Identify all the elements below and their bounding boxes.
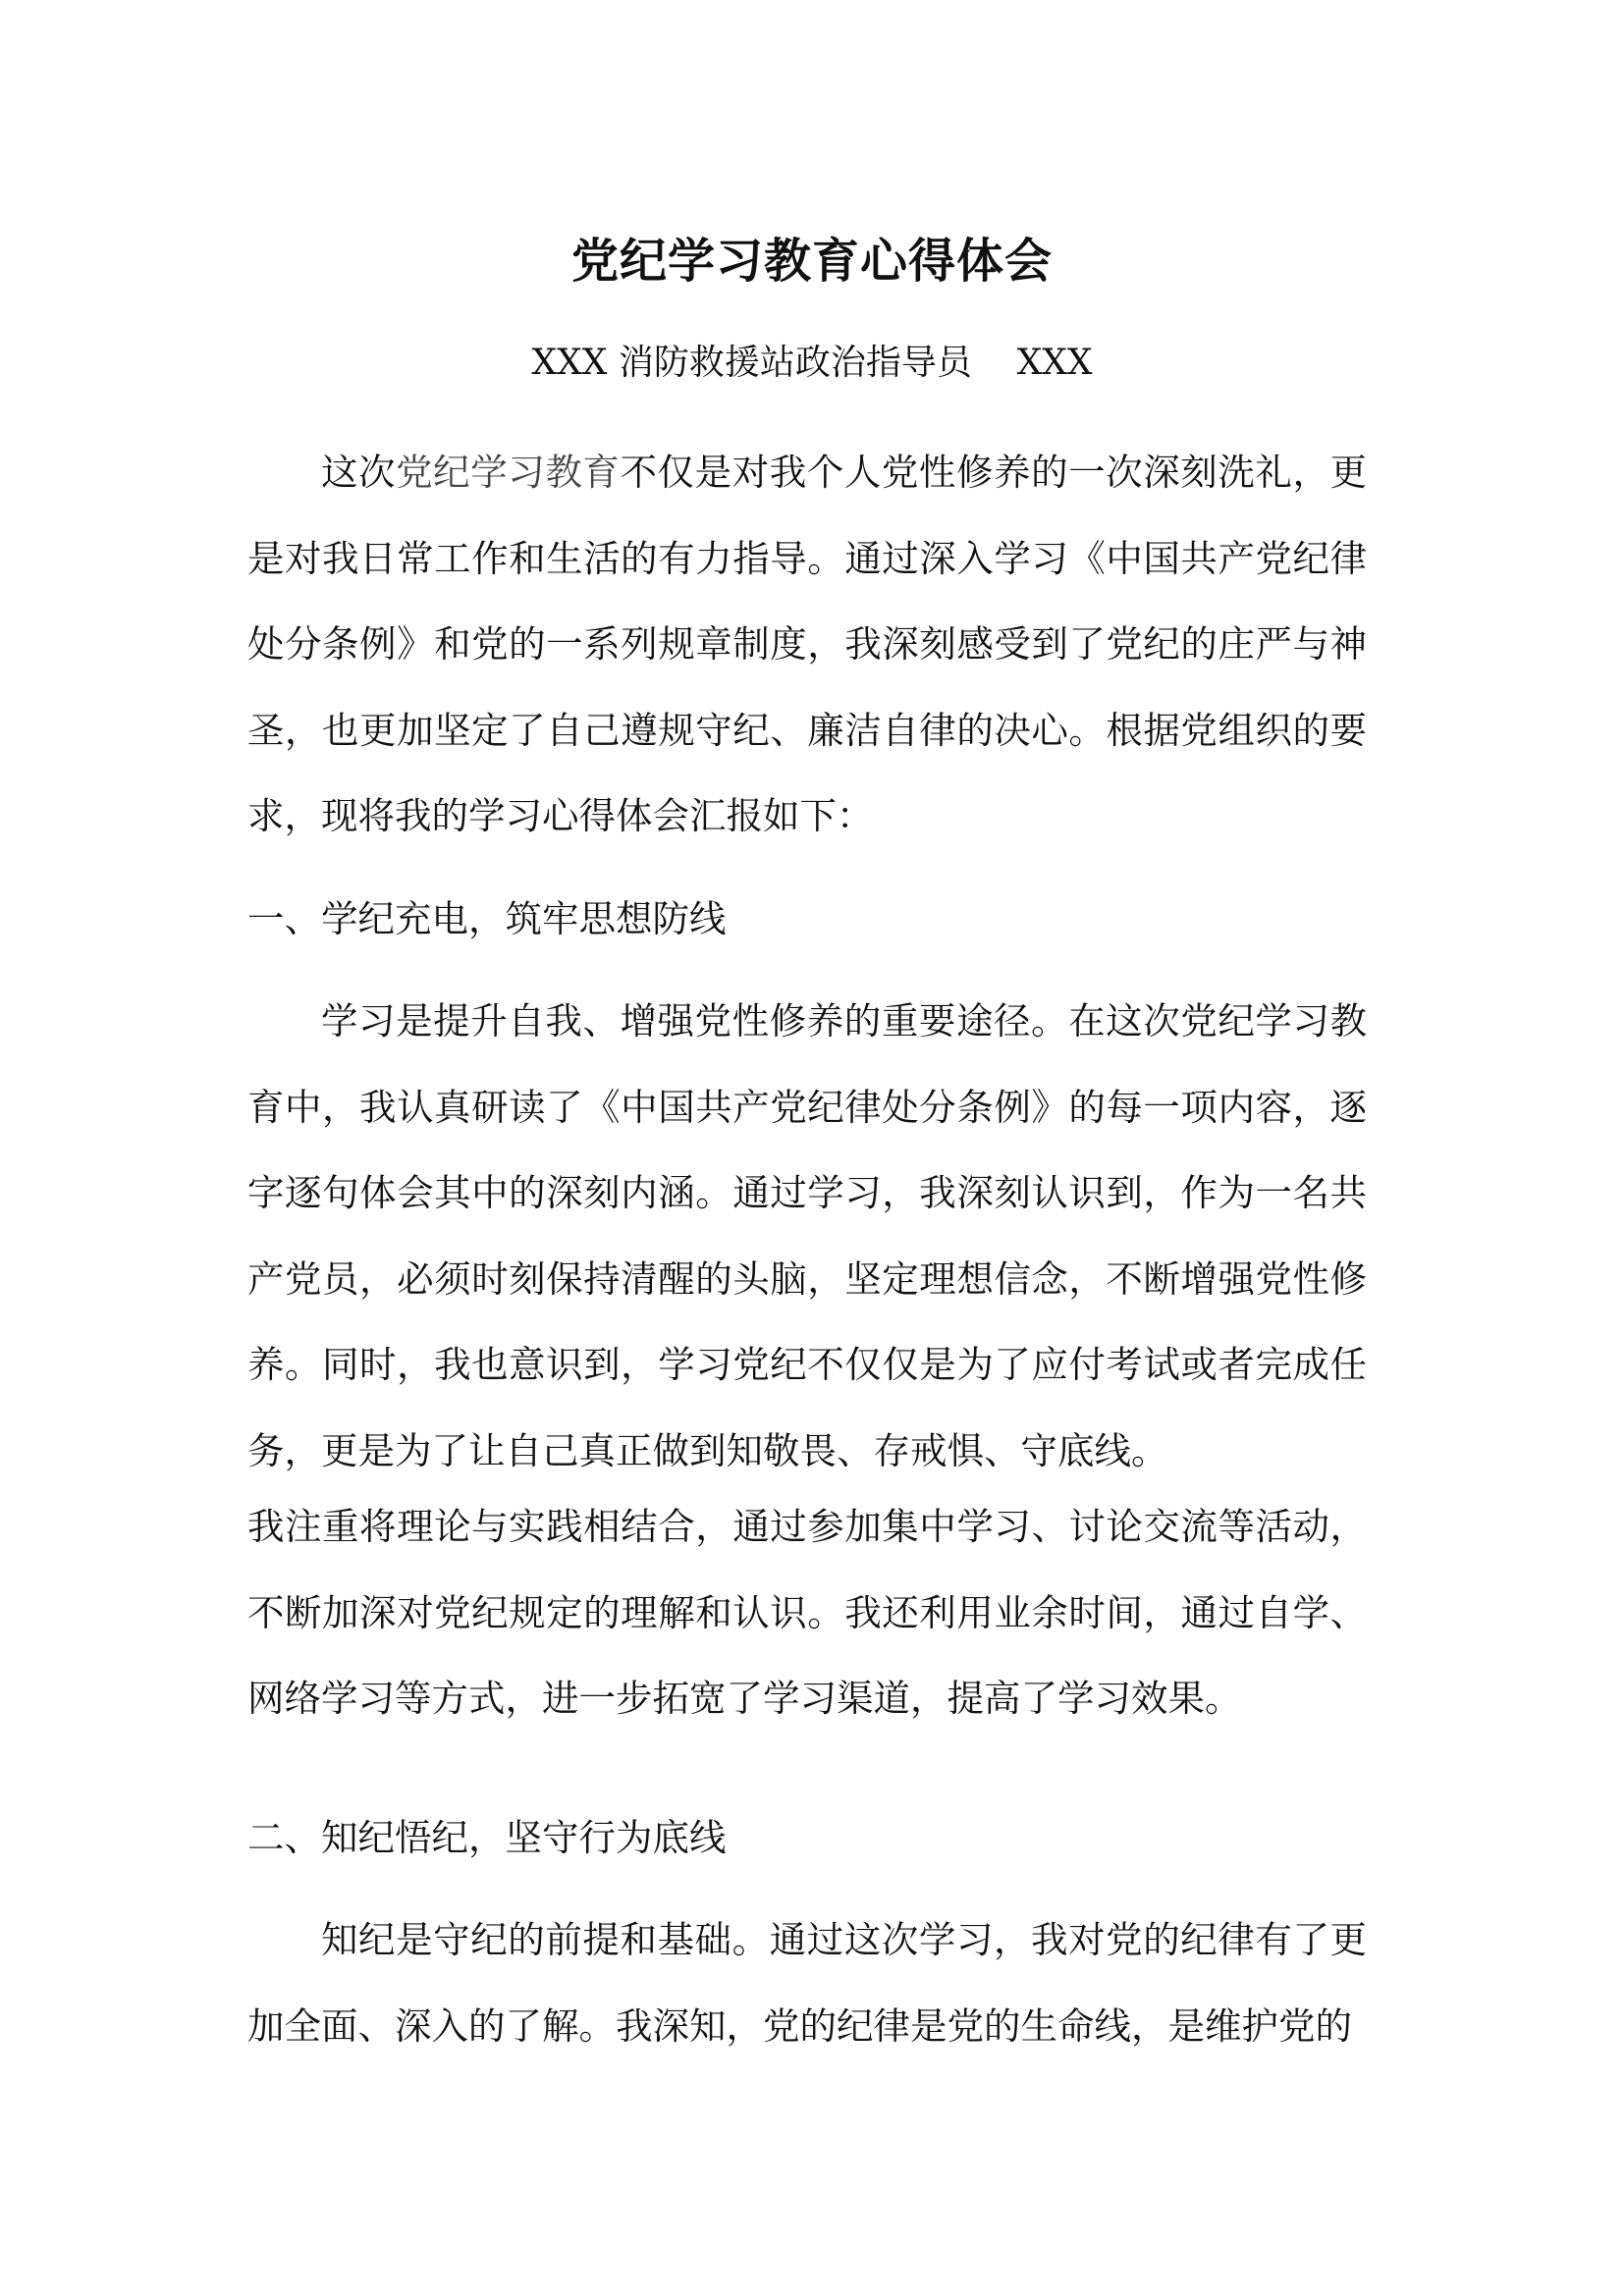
intro-highlight: 党纪学习教育 (396, 451, 621, 494)
document-title: 党纪学习教育心得体会 (570, 234, 1053, 289)
section-1-paragraph-1: 学习是提升自我、增强党性修养的重要途径。在这次党纪学习教育中，我认真研读了《中国共产党纪律处分条例》的每一项内容，逐字逐句体会其中的深刻内涵。通过学习，我深刻认识到，作为一名共产党员，必须时刻保持清醒的头脑，坚定理想信念，不断增强党性修养。同时，我也意识到，学习党纪不仅仅是为了应付考试或者完成任务，更是为了让自己真正做到知敬畏、存戒惧、守底线。 (247, 999, 1367, 1472)
intro-lead: 这次 (321, 451, 397, 494)
intro-text: 不仅是对我个人党性修养的一次深刻洗礼，更是对我日常工作和生活的有力指导。通过深入学习《中国共产党纪律处分条例》和党的一系列规章制度，我深刻感受到了党纪的庄严与神圣，也更加坚定了自己遵规守纪、廉洁自律的决心。根据党组织的要求，现将我的学习心得体会汇报如下： (247, 451, 1368, 838)
intro-paragraph (247, 430, 1367, 860)
author-byline: XXX 消防救援站政治指导员 XXX (531, 343, 1093, 383)
section-heading-2: 二、知纪悟纪，坚守行为底线 (247, 1816, 727, 1859)
section-1-paragraph-2: 我注重将理论与实践相结合，通过参加集中学习、讨论交流等活动，不断加深对党纪规定的理解和认识。我还利用业余时间，通过自学、网络学习等方式，进一步拓宽了学习渠道，提高了学习效果。 (247, 1505, 1367, 1721)
section-2-paragraph-1: 知纪是守纪的前提和基础。通过这次学习，我对党的纪律有了更加全面、深入的了解。我深知，党的纪律是党的生命线，是维护党的 (247, 1918, 1367, 2048)
section-heading-1: 一、学纪充电，筑牢思想防线 (247, 897, 727, 940)
